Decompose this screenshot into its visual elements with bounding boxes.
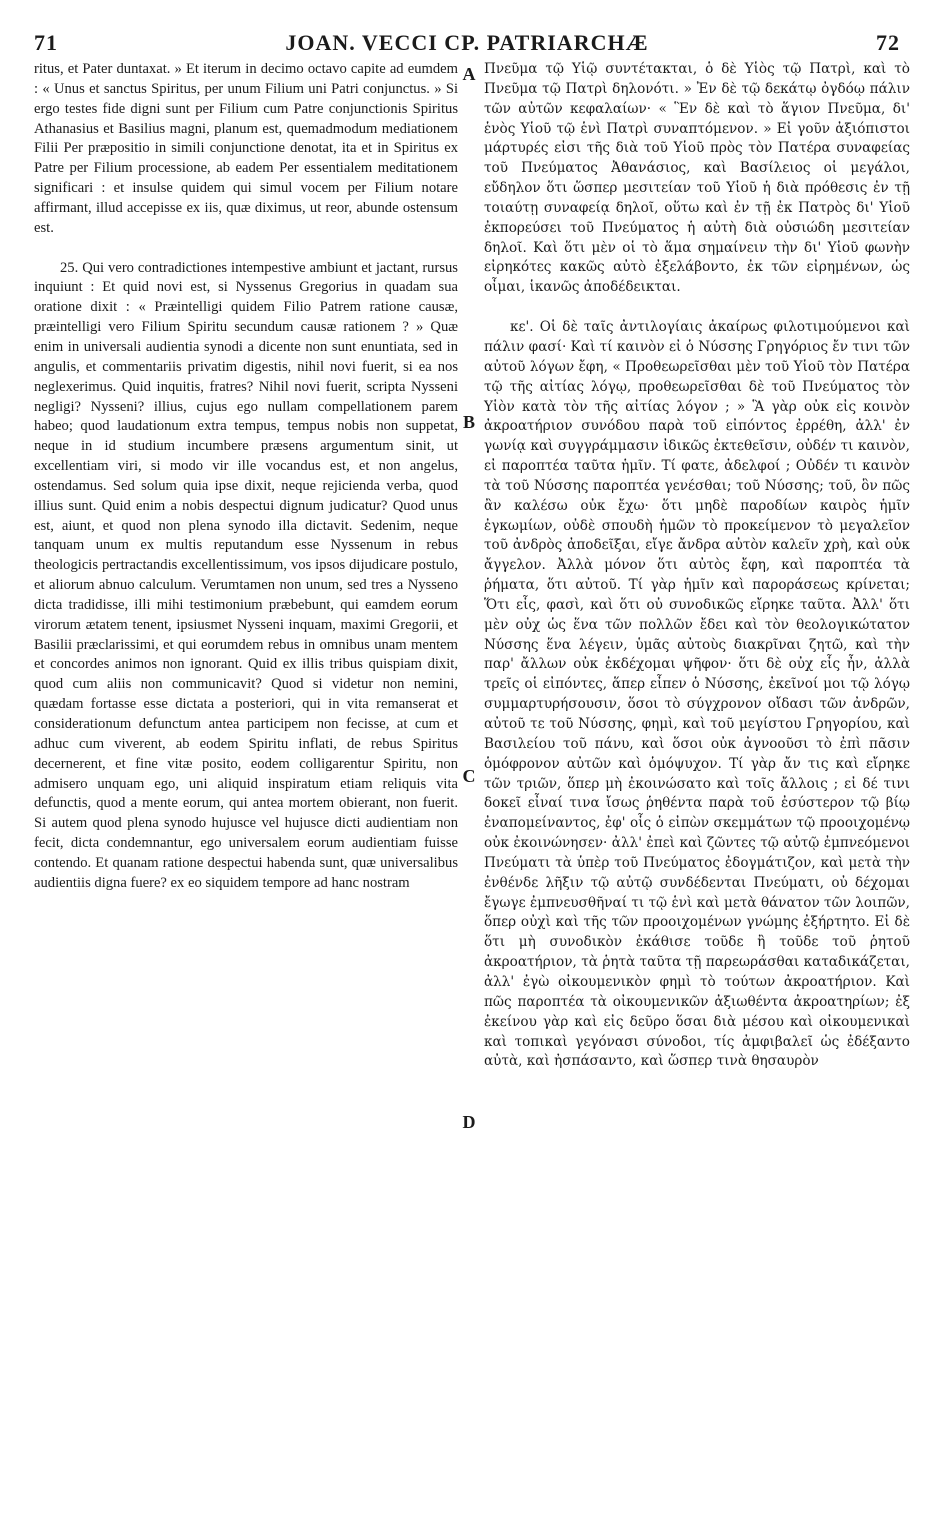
- greek-paragraph-2: κε'. Οἱ δὲ ταῖς ἀντιλογίαις ἀκαίρως φιλοτιμούμενοι καὶ πάλιν φασί· Καὶ τί καινὸν εἰ ὁ Νύσσης Γρηγόριος ἔν τινι τῶν αὐτοῦ λόγων ἔφη, « Προθεωρεῖσθαι μὲν τοῦ Υἱοῦ τὸν Πατέρα τῷ τῆς αἰτίας λόγῳ, προθεωρεῖσθαι δὲ τοῦ Πνεύματος τὸν Υἱὸν κατὰ τὸν τῆς αἰτίας λόγον ; » Ἃ γὰρ οὐκ εἰς κοινὸν ἀκροατήριον συνόδου παρὰ τοῦ εἰπόντος ἐρρέθη, ἀλλ' ἐν γωνίᾳ καὶ συγγράμμασιν ἰδικῶς ἐκτεθεῖσιν, οὐδέν τι καινὸν, εἰ παροπτέα ταῦτα ἡμῖν. Τί φατε, ἀδελφοί ; Οὐδέν τι καινὸν τὰ τοῦ Νύσσης παροπτέα γενέσθαι; τοῦ Νύσσης; τοῦ, ὃν πῶς ἂν καλέσω οὐκ ἔχω· ὅτι μηδὲ παροδίων καιρὸς ἡμῖν ἐγκωμίων, οὐδὲ σπουδὴ ἡμῶν τὸ προκείμενον τὸ μεγαλεῖον τοῦ ἀνδρὸς ἀποδεῖξαι, εἴγε ἄνδρα αὐτὸν καλεῖν χρὴ, καὶ οὐκ ἄγγελον. Ἀλλὰ μόνον ὅτι αὐτὸς ἔφη, καὶ παροπτέα τὰ ῥήματα, ὅτι αὐτοῦ. Τί γὰρ ἡμῖν καὶ παροράσεως κρίνεται; Ὅτι εἷς, φασὶ, καὶ ὅτι οὐ συνοδικῶς εἴρηκε ταῦτα. Ἀλλ' ὅτι μὲν οὐχ ὡς ἕνα τῶν πολλῶν ἔδει καὶ τὸν θεολογικώτατον Νύσσης ἕνα λέγειν, ὑμᾶς αὐτοὺς διακρῖναι ζητῶ, καὶ τὴν παρ' ἄλλων οὐκ ἐκδέχομαι ψῆφον· ὅτι δὲ οὐχ εἷς ἦν, ἀλλὰ τρεῖς οἱ εἰπόντες, ἅπερ εἶπεν ὁ Νύσσης, ἐκεῖνοί μοι τῷ λόγῳ συμμαρτυρήσουσιν, ὅσοι τὸ σύγχρονον οἴδασι τῶν ἀνδρῶν, αὐτοῦ τε τοῦ Νύσσης, φημὶ, καὶ τοῦ μεγίστου Γρηγορίου, καὶ Βασιλείου τοῦ πάνυ, καὶ ὅσοι οὐκ ἀγνοοῦσι τὸ ἐπὶ πᾶσιν ὁμόφρονον αὐτῶν καὶ ὁμόψυχον. Τί γὰρ ἄν τις καὶ εἴρηκε τῶν τριῶν, ὅπερ μὴ ἐκοινώσατο καὶ τοῖς ἄλλοις ; εἰ δέ τινι δοκεῖ εἶναί τινα ἴσως ῥηθέντα παρὰ τοῦ ἐσύστερον τῷ βίῳ ἐναπομείναντος, ἐφ' οἷς ὁ εἰπὼν σκεμμάτων τῷ προοιχομένῳ οὐκ ἐκοινώνησεν· ἀλλ' ἐπεὶ καὶ ζῶντες τῷ αὐτῷ ἐμπνεόμενοι Πνεύματι τὰ ὑπὲρ τοῦ Πνεύματος ἐδογμάτιζον, καὶ μετὰ τὴν ἐνθένδε λῆξιν τῷ αὐτῷ συνδέδενται Πνεύματι, οὐ δέχομαι ἔγωγε ἐμπνευσθῆναί τι τῷ ἑνὶ καὶ μετὰ θάνατον τῶν λοιπῶν, ὅπερ οὐχὶ καὶ τῆς τῶν προοιχομένων γνώμης ἐξήρτητο. Εἰ δὲ ὅτι μὴ συνοδικὸν ἐκάθισε τοῦδε ἢ τοῦδε τοῦ ῥητοῦ ἀκροατήριον, τὰ ῥητὰ ταῦτα τῇ παρεωράσθαι καταδικάζεται, ἀλλ' ἐγὼ οἰκουμενικὸν φημὶ τὸ τούτων ἀκροατήριον. Καὶ πῶς παροπτέα τὰ οἰκουμενικῶν ἀξιωθέντα ἀκροατηρίων; ἐξ ἐκείνου γὰρ καὶ εἰς δεῦρο ὅσαι διὰ μέσου καὶ οἰκουμενικαὶ καὶ τοπικαὶ γεγόνασι σύνοδοι, τίς ἀμφιβαλεῖ ὡς ἐδέξαντο αὐτὰ, καὶ ἠσπάσαντο, καὶ ὥσπερ τινὰ θησαυρὸν: [484, 319, 910, 1070]
- margin-marker-d: D: [462, 1112, 476, 1132]
- greek-paragraph-1: Πνεῦμα τῷ Υἱῷ συντέτακται, ὁ δὲ Υἱὸς τῷ Πατρὶ, καὶ τὸ Πνεῦμα τῷ Πατρὶ δηλονότι. » Ἐν δὲ τῷ δεκάτῳ ὀγδόῳ πάλιν τῶν αὐτῶν κεφαλαίων· « Ἓν δὲ καὶ τὸ ἅγιον Πνεῦμα, δι' ἑνὸς Υἱοῦ τῷ ἑνὶ Πατρὶ συναπτόμενον. » Εἰ γοῦν ἀξιόπιστοι μάρτυρές εἰσι τῆς διὰ τοῦ Υἱοῦ πρὸς τὸν Πατέρα συναφείας τοῦ Πνεύματος Ἀθανάσιος, καὶ Βασίλειος οἱ μεγάλοι, εὔδηλον ὅτι ὥσπερ μεσιτείαν τοῦ Υἱοῦ ἡ διὰ πρόθεσις ἐν τῇ τοιαύτῃ συναφείᾳ δηλοῖ, οὕτω καὶ ἐν τῇ ἐκ Πατρὸς δι' Υἱοῦ ἐκπορεύσει τοῦ Πνεύματος ἡ αὐτὴ διὰ οὐσιώδη μεσιτείαν δηλοῖ. Καὶ ὅτι μὲν οἱ τὸ ἅμα σημαίνειν τὴν δι' Υἱοῦ φωνὴν εἰρηκότες κακῶς αὐτὸ ἐξελάβοντο, ἐκ τῶν εἰρημένων, ὡς οἶμαι, ἱκανῶς ἀποδέδεικται.: [484, 61, 910, 296]
- latin-paragraph-2: 25. Qui vero contradictiones intempestive ambiunt et jactant, rursus inquiunt : Et quid novi est, si Nyssenus Gregorius in quadam sua oratione dixit : « Præintelligi quidem Filio Patrem ratione causæ, præintelligi vero Filium Spiritu secundum causæ rationem ? » Quæ enim in universali audientia synodi a dicente non sunt enuntiata, sed in angulis, et commentariis privatim digestis, nihil novi fuerit, si ea nos neglexerimus. Quid inquitis, fratres? Nihil novi fuerit, scripta Nysseni negligi? Nysseni? illius, cujus ego nullam compellationem parem habeo; quod laudationum extra tempus, tempus nobis non suppetat, neque in id studium incumbere præsens argumentum sinit, ut excellentiam viri, si modo vir ille vocandus est, et non angelus, ostendamus. Sed solum quia ipse dixit, neque rejicienda verba, quod illius sunt. Quid enim a nobis despectui dignum judicatur? Quod unus est, aiunt, et quod non plena synodo illa dictavit. Sedenim, neque tanquam unum ex multis reputandum esse Nyssenum in rebus theologicis pertractandis excellentissimum, vos ipsos dijudicare postulo, et aliorum abnuo calculum. Verumtamen non unum, sed tres a Nysseno dicta tradidisse, illi mihi testimonium præbebunt, qui eamdem eorum virorum ætatem tenent, ipsiusmet Nysseni inquam, maximi Gregorii, et Basilii præclarissimi, et qui eorumdem rebus in omnibus unam mentem et concordes animos non ignorant. Quid ex illis tribus quispiam dixit, quod cum aliis non communicavit? Quod si videtur non nemini, quædam fortasse esse dictata a posteriori, qui in vita remanserat et considerationum defunctum antea participem non fecisse, at cum et adhuc cum viverent, ab eodem Spiritu inflati, de rebus Spiritus decernerent, et fine vitæ posito, eodem colligarentur Spiritu, non admisero unquam ego, uni aliquid inspiratum etiam reliquis vita defunctis, quod a mente eorum, qui antea mortem obierant, non fuerit. Si autem quod plena synodo hujusce vel hujusce dicti audientiam non fecit, dicta condemnantur, ego universalem eorum audientiam fuisse contendo. Et quanam ratione despectui habenda sunt, quæ universalibus audientiis digna fuere? ex eo siquidem tempore ad hanc nostram: [34, 259, 458, 891]
- running-title: JOAN. VECCI CP. PATRIARCHÆ: [285, 30, 649, 55]
- page-number-right: 72: [876, 30, 900, 55]
- latin-paragraph-1: ritus, et Pater duntaxat. » Et iterum in decimo octavo capite ad eumdem : « Unus et sanctus Spiritus, per unum Filium uni Patri conjunctus. » Si ergo testes fide digni sunt per Filium cum Patre conjunctionis Spiritus Athanasius et Basilius magni, planum est, quemadmodum mediationem Filii Per præpositio in simili conjunctione denotat, ita et in Spiritus ex Patre per Filium processione, ab eadem Per essentialem meditationem significari : et insulse quidem qui simul vocem per Filium notare affirmant, illud accepisse ex iis, quæ diximus, ut reor, abunde ostensum est.: [34, 61, 458, 236]
- margin-marker-a: A: [462, 64, 476, 84]
- margin-marker-c: C: [462, 766, 476, 786]
- page-number-left: 71: [34, 30, 58, 55]
- margin-marker-b: B: [462, 412, 475, 432]
- latin-column: [34, 60, 458, 894]
- running-header: [34, 30, 900, 58]
- greek-column: [484, 60, 910, 1072]
